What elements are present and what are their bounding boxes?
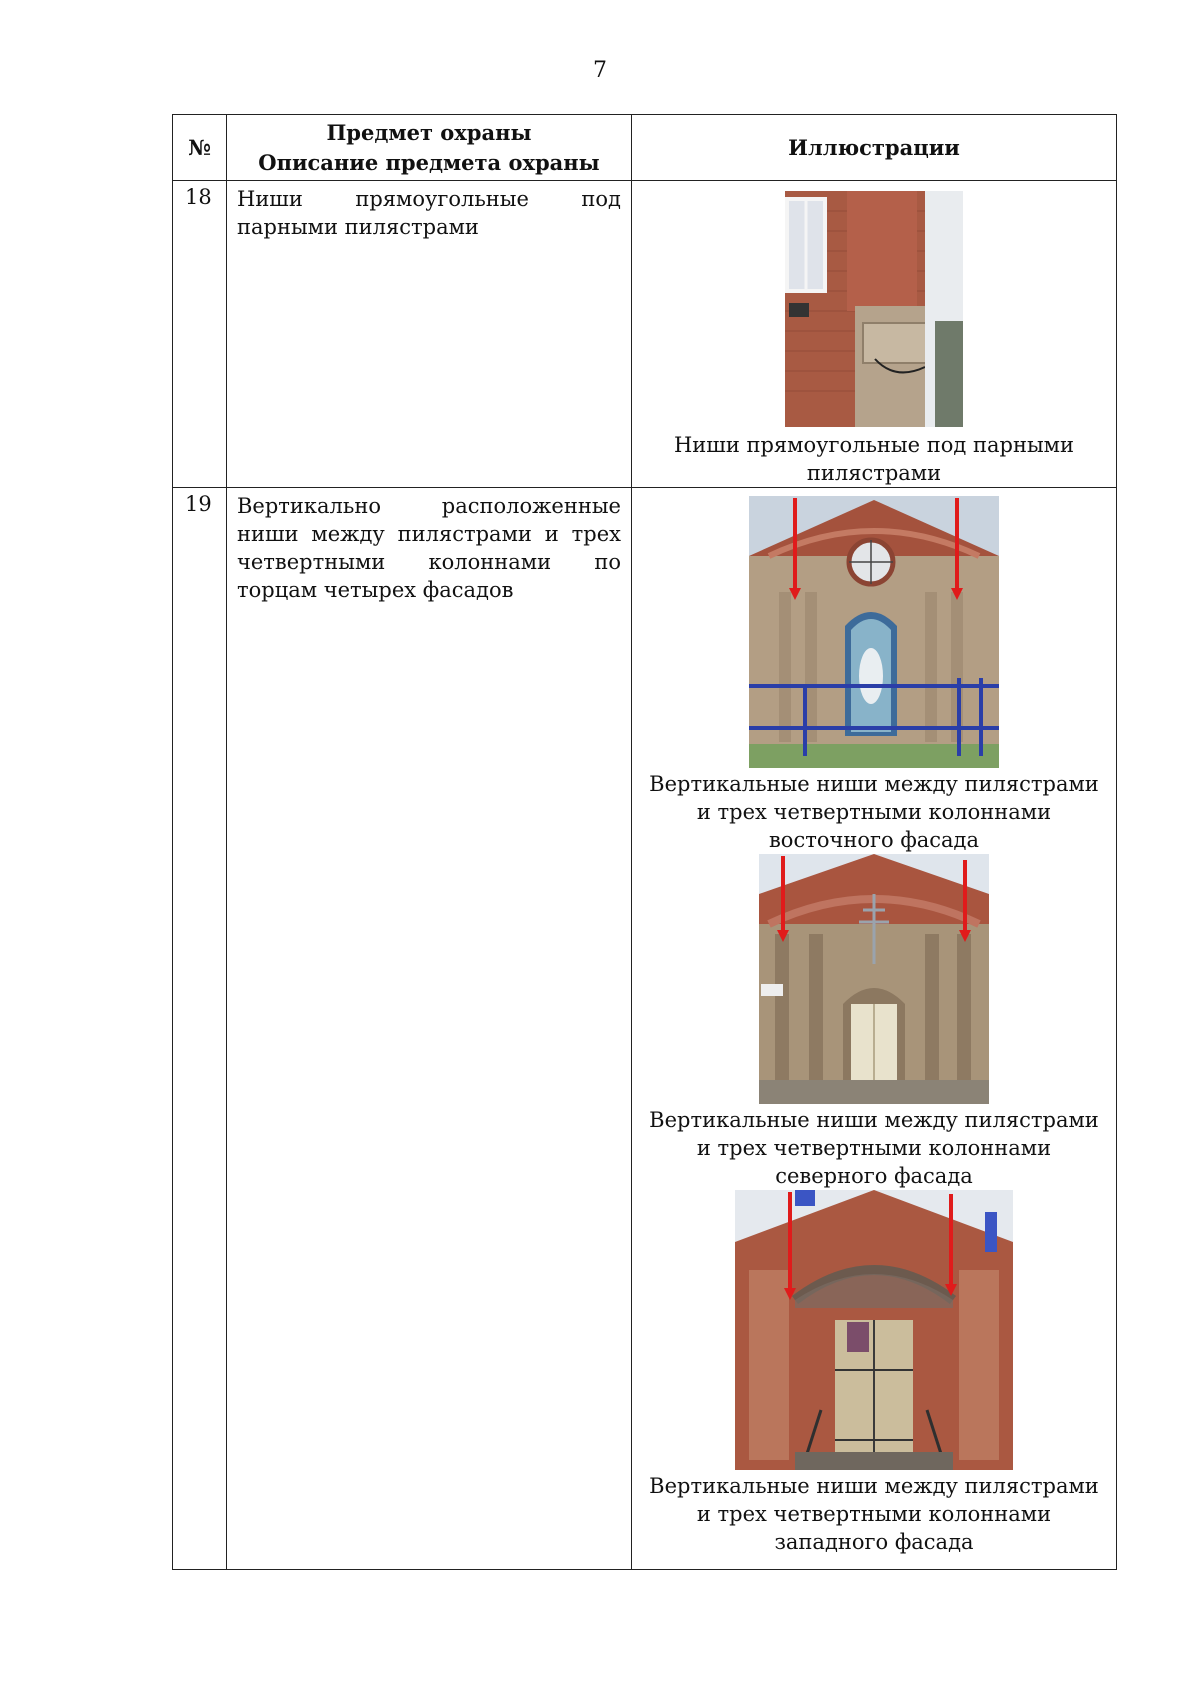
illustration-cell — [632, 488, 1117, 1570]
north-facade-photo — [759, 854, 989, 1104]
illustration-caption: Вертикальные ниши между пилястрами и трех четвертными колоннами восточного фасада — [649, 772, 1099, 852]
page-number: 7 — [593, 58, 607, 83]
table-row-18 — [173, 181, 1117, 488]
illustration-caption: Вертикальные ниши между пилястрами и трех четвертными колоннами северного фасада — [649, 1108, 1099, 1188]
row-description: Вертикально расположенные ниши между пилястрами и трех четвертными колоннами по торцам четырех фасадов — [227, 488, 632, 1570]
east-facade-photo — [749, 496, 999, 768]
header-subject — [227, 115, 632, 181]
protection-table — [172, 114, 1117, 1570]
header-subject-description: Описание предмета охраны — [258, 149, 600, 175]
table-row-19 — [173, 488, 1117, 1570]
row-number: 18 — [173, 181, 227, 488]
west-facade-photo — [735, 1190, 1013, 1470]
illustration-caption: Ниши прямоугольные под парными пилястрами — [673, 433, 1074, 485]
illustration-caption: Вертикальные ниши между пилястрами и трех четвертными колоннами западного фасада — [649, 1474, 1099, 1554]
header-num: № — [173, 115, 227, 181]
header-subject-title: Предмет охраны — [326, 119, 532, 145]
row-number: 19 — [173, 488, 227, 1570]
row-description: Ниши прямоугольные под парными пилястрами — [227, 181, 632, 488]
header-illustrations: Иллюстрации — [632, 115, 1117, 181]
brick-wall-pilaster-photo — [785, 191, 963, 427]
table-header-row — [173, 115, 1117, 181]
illustration-cell — [632, 181, 1117, 488]
